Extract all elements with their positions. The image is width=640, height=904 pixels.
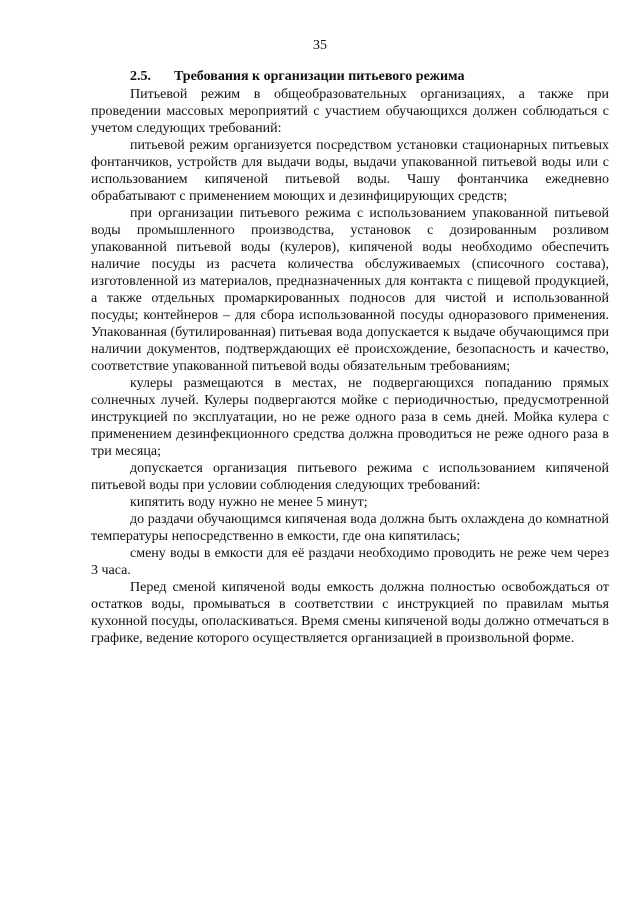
paragraph: Перед сменой кипяченой воды емкость должна полностью освобождаться от остатков воды, промываться в соответствии с инструкцией по правилам мытья кухонной посуды, ополаскиваться. Время смены кипяченой воды должно отмечаться в графике, ведение которого осуществляется организацией в произвольной форме.	[91, 580, 609, 646]
section-title: Требования к организации питьевого режима	[174, 69, 465, 84]
paragraph: Питьевой режим в общеобразовательных организациях, а также при проведении массовых мероприятий с участием обучающихся должен соблюдаться с учетом следующих требований:	[91, 87, 609, 136]
document-body	[91, 68, 609, 647]
section-heading	[91, 68, 609, 85]
paragraph: до раздачи обучающимся кипяченая вода должна быть охлаждена до комнатной температуры непосредственно в емкости, где она кипятилась;	[91, 512, 609, 544]
paragraph: кулеры размещаются в местах, не подвергающихся попаданию прямых солнечных лучей. Кулеры подвергаются мойке с периодичностью, предусмотренной инструкцией по эксплуатации, но не реже одного раза в семь дней. Мойка кулера с применением дезинфекционного средства должна проводиться не реже одного раза в три месяца;	[91, 376, 609, 459]
paragraph: смену воды в емкости для её раздачи необходимо проводить не реже чем через 3 часа.	[91, 546, 609, 578]
paragraph: при организации питьевого режима с использованием упакованной питьевой воды промышленного производства, установок с дозированным розливом упакованной питьевой воды (кулеров), кипяченой воды необходимо обеспечить наличие посуды из расчета количества обслуживаемых (списочного состава), изготовленной из материалов, предназначенных для контакта с пищевой продукцией, а также отдельных промаркированных подносов для чистой и использованной посуды; контейнеров – для сбора использованной посуды одноразового применения. Упакованная (бутилированная) питьевая вода допускается к выдаче обучающимся при наличии документов, подтверждающих её происхождение, безопасность и качество, соответствие упакованной питьевой воды обязательным требованиям;	[91, 206, 609, 374]
paragraph: кипятить воду нужно не менее 5 минут;	[130, 495, 368, 510]
paragraph: допускается организация питьевого режима с использованием кипяченой питьевой воды при условии соблюдения следующих требований:	[91, 461, 609, 493]
page-number: 35	[313, 38, 327, 53]
paragraph: питьевой режим организуется посредством установки стационарных питьевых фонтанчиков, устройств для выдачи воды, выдачи упакованной питьевой воды или с использованием кипяченой питьевой воды. Чашу фонтанчика ежедневно обрабатывают с применением моющих и дезинфицирующих средств;	[91, 138, 609, 204]
section-number: 2.5.	[130, 69, 151, 84]
